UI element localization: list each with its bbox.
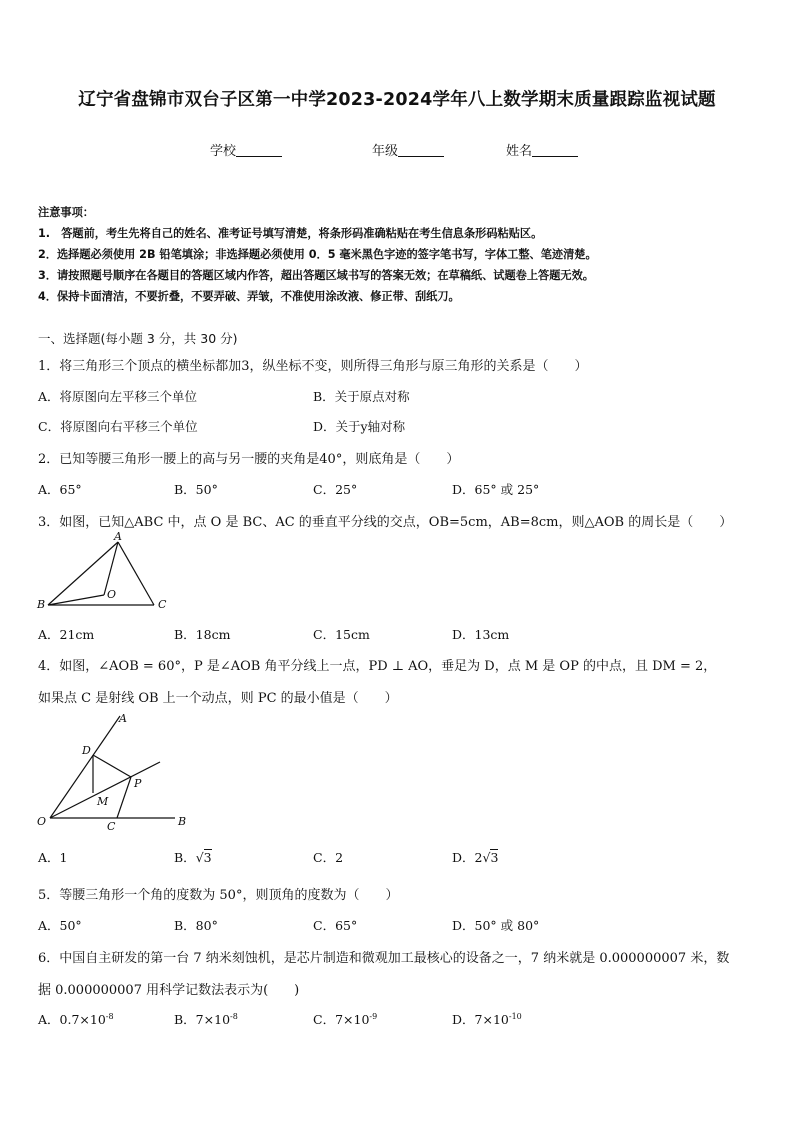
q3-option-d: D．13cm — [452, 627, 510, 642]
name-field — [506, 140, 578, 159]
question-5-stem: 5．等腰三角形一个角的度数为 50°，则顶角的度数为（ ） — [38, 888, 399, 903]
q1-option-c: C．将原图向右平移三个单位 — [38, 419, 198, 434]
label-a: A — [119, 712, 127, 725]
label-b: B — [178, 815, 187, 828]
q4-option-d-radicand: 3 — [490, 850, 499, 865]
grade-field — [372, 140, 444, 159]
label-m: M — [97, 795, 109, 808]
label-d: D — [82, 744, 91, 757]
label-o: O — [37, 815, 47, 828]
q6-option-d-exponent: -10 — [508, 1012, 522, 1021]
question-6-stem-line-1: 6．中国自主研发的第一台 7 纳米刻蚀机，是芯片制造和微观加工最核心的设备之一，7 纳米就是 0.000000007 米，数 — [38, 951, 730, 966]
section-heading: 一、选择题(每小题 3 分，共 30 分) — [38, 331, 238, 346]
label-a: A — [114, 530, 122, 543]
q2-option-d: D．65° 或 25° — [452, 482, 540, 497]
notes-heading: 注意事项： — [38, 206, 94, 219]
q3-option-c: C．15cm — [313, 627, 370, 642]
q2-option-a: A．65° — [38, 482, 82, 497]
q6-option-c — [313, 1010, 377, 1028]
q1-option-a: A．将原图向左平移三个单位 — [38, 389, 198, 404]
q6-option-a-base: A．0.7×10 — [38, 1012, 106, 1027]
grade-blank — [398, 144, 444, 157]
sqrt-icon: √ — [195, 850, 204, 865]
q4-option-c: C．2 — [313, 850, 344, 865]
q6-option-c-base: C．7×10 — [313, 1012, 370, 1027]
q6-option-c-exponent: -9 — [369, 1012, 378, 1021]
name-label: 姓名 — [506, 144, 533, 159]
q5-option-c: C．65° — [313, 918, 358, 933]
segment-ac — [118, 542, 154, 605]
q6-option-b — [174, 1010, 238, 1028]
note-item: 2．选择题必须使用 2B 铅笔填涂；非选择题必须使用 0．5 毫米黑色字迹的签字笔书写，字体工整、笔迹清楚。 — [38, 248, 597, 261]
q3-option-a: A．21cm — [38, 627, 95, 642]
grade-label: 年级 — [372, 144, 399, 159]
label-o: O — [107, 588, 117, 601]
label-b: B — [37, 598, 46, 611]
label-p: P — [134, 777, 142, 790]
question-6-stem-line-2: 据 0.000000007 用科学记数法表示为( ) — [38, 983, 300, 998]
q4-option-b-radicand: 3 — [203, 850, 212, 865]
label-c: C — [107, 820, 116, 833]
ray-oa — [50, 716, 120, 818]
sqrt-icon: √ — [482, 850, 491, 865]
name-blank — [532, 144, 578, 157]
q6-option-d — [452, 1010, 522, 1028]
triangle-abc-figure — [30, 530, 180, 615]
question-4-stem-line-1: 4．如图，∠AOB = 60°，P 是∠AOB 角平分线上一点，PD ⊥ AO，垂足为 D，点 M 是 OP 的中点，且 DM = 2， — [38, 659, 717, 674]
question-2-stem: 2．已知等腰三角形一腰上的高与另一腰的夹角是40°，则底角是（ ） — [38, 452, 460, 467]
q1-option-d: D．关于y轴对称 — [313, 419, 406, 434]
q4-option-b — [174, 848, 212, 866]
school-field — [210, 140, 282, 159]
note-item: 3．请按照题号顺序在各题目的答题区域内作答，超出答题区域书写的答案无效；在草稿纸、试题卷上答题无效。 — [38, 269, 594, 282]
q4-option-d-prefix: D．2 — [452, 850, 483, 865]
q3-option-b: B．18cm — [174, 627, 231, 642]
q6-option-d-base: D．7×10 — [452, 1012, 509, 1027]
q1-option-b: B．关于原点对称 — [313, 389, 410, 404]
school-label: 学校 — [210, 144, 237, 159]
segment-ob — [48, 595, 104, 605]
school-blank — [236, 144, 282, 157]
label-c: C — [158, 598, 167, 611]
question-3-stem: 3．如图，已知△ABC 中，点 O 是 BC、AC 的垂直平分线的交点，OB=5cm，AB=8cm，则△AOB 的周长是（ ） — [38, 515, 733, 530]
question-1-stem: 1．将三角形三个顶点的横坐标都加3，纵坐标不变，则所得三角形与原三角形的关系是（ ） — [38, 359, 588, 374]
bisector-op — [50, 762, 160, 818]
q6-option-a — [38, 1010, 114, 1028]
q6-option-b-exponent: -8 — [230, 1012, 238, 1021]
q5-option-b: B．80° — [174, 918, 218, 933]
angle-bisector-figure — [30, 708, 200, 834]
q6-option-b-base: B．7×10 — [174, 1012, 231, 1027]
note-item: 1. 答题前，考生先将自己的姓名、准考证号填写清楚，将条形码准确粘贴在考生信息条形码粘贴区。 — [38, 227, 543, 240]
note-item: 4．保持卡面清洁，不要折叠，不要弄破、弄皱，不准使用涂改液、修正带、刮纸刀。 — [38, 290, 460, 303]
q2-option-b: B．50° — [174, 482, 218, 497]
page-title: 辽宁省盘锦市双台子区第一中学2023-2024学年八上数学期末质量跟踪监视试题 — [78, 90, 716, 110]
question-4-stem-line-2: 如果点 C 是射线 OB 上一个动点，则 PC 的最小值是（ ） — [38, 691, 398, 706]
q2-option-c: C．25° — [313, 482, 358, 497]
q6-option-a-exponent: -8 — [105, 1012, 114, 1021]
q4-option-d — [452, 848, 498, 866]
q4-option-b-prefix: B． — [174, 850, 196, 865]
segment-pd — [93, 755, 131, 777]
q5-option-d: D．50° 或 80° — [452, 918, 540, 933]
q4-option-a: A．1 — [38, 850, 68, 865]
q5-option-a: A．50° — [38, 918, 82, 933]
